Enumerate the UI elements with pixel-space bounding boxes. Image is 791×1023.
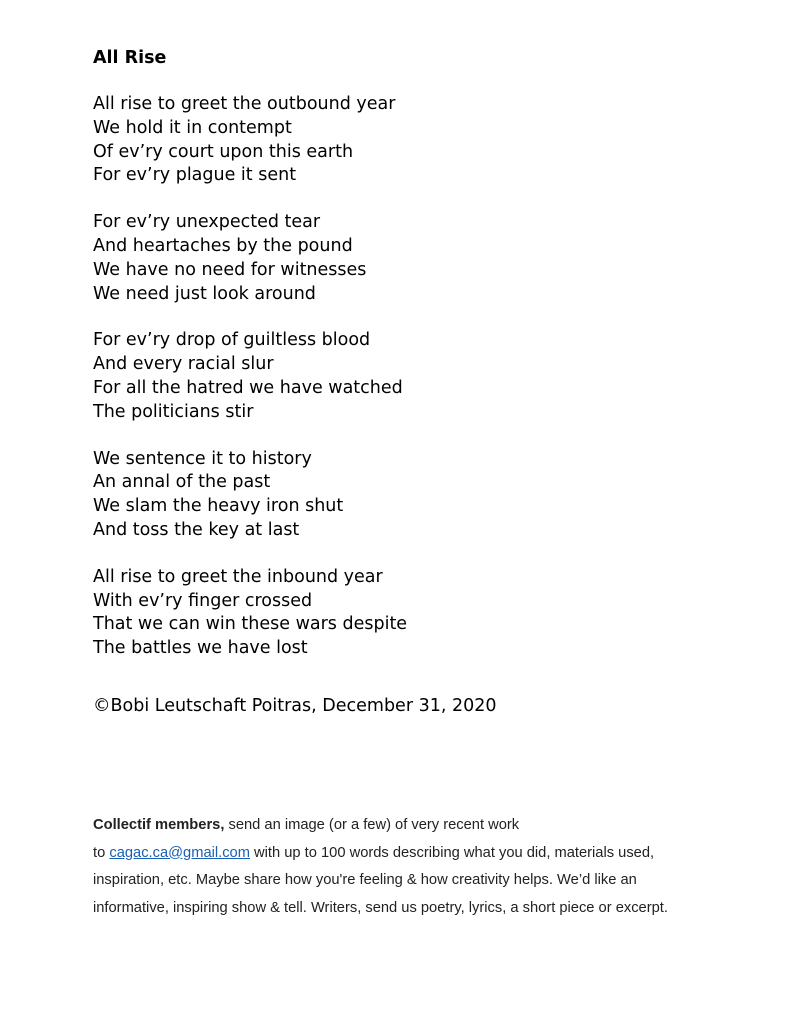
poem-line: And toss the key at last [93,519,300,540]
poem-line: We slam the heavy iron shut [93,496,344,517]
poem-line: The battles we have lost [93,638,308,659]
submission-note [93,812,753,922]
poem-line: For all the hatred we have watched [93,377,403,398]
note-line-3: inspiration, etc. Maybe share how you're feeling & how creativity helps. We’d like an [93,872,637,888]
poem-line: Of ev’ry court upon this earth [93,141,354,162]
stanza-1 [93,93,753,188]
email-link[interactable]: cagac.ca@gmail.com [109,844,250,861]
note-bold-lead: Collectif members, [93,817,225,833]
stanza-3 [93,329,753,424]
copyright-line: ©Bobi Leutschaft Poitras, December 31, 2020 [93,695,497,716]
note-line-4: informative, inspiring show & tell. Writers, send us poetry, lyrics, a short piece or excerpt. [93,899,668,916]
poem-line: For ev’ry unexpected tear [93,212,321,233]
poem-line: For ev’ry plague it sent [93,165,297,186]
note-text: send an image (or a few) of very recent work [224,817,520,833]
stanza-5 [93,566,753,661]
stanza-4 [93,448,753,543]
stanza-2 [93,211,753,306]
note-line-1 [93,812,753,840]
poem-line: An annal of the past [93,472,271,493]
poem-line: All rise to greet the outbound year [93,94,396,114]
poem-line: We have no need for witnesses [93,259,367,280]
poem-line: And every racial slur [93,354,274,375]
poem-line: We sentence it to history [93,448,312,469]
poem-line: And heartaches by the pound [93,235,353,256]
poem [93,44,753,718]
poem-line: All rise to greet the inbound year [93,566,383,587]
poem-title: All Rise [93,48,167,68]
poem-line: We hold it in contempt [93,117,292,138]
poem-line: With ev’ry finger crossed [93,590,313,611]
note-text: to [93,844,110,861]
poem-line: The politicians stir [93,401,254,422]
note-text: with up to 100 words describing what you did, materials used, [249,844,655,861]
poem-line: We need just look around [93,283,316,304]
poem-line: For ev’ry drop of guiltless blood [93,330,371,351]
poem-line: That we can win these wars despite [93,614,408,635]
note-line-2 [93,840,753,868]
